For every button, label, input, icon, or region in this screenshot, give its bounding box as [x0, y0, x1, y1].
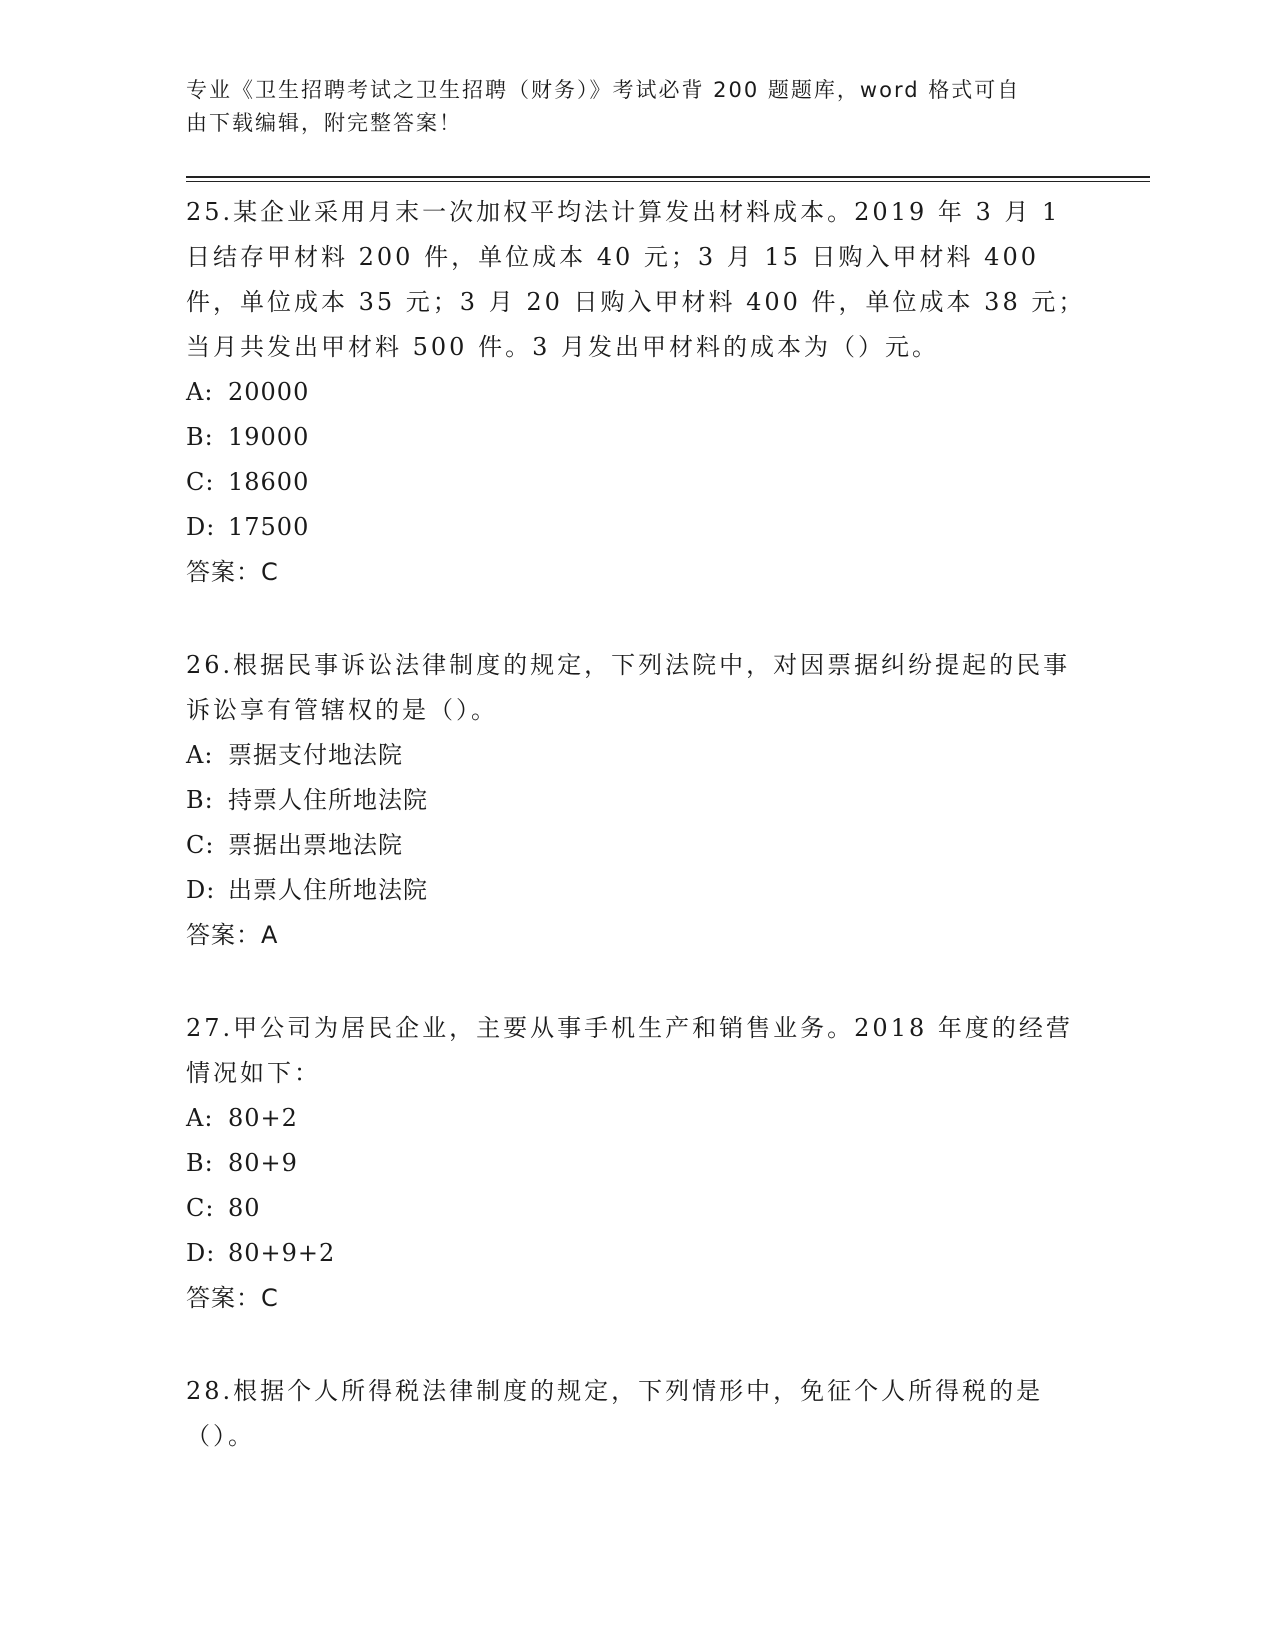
- question-list: [186, 190, 1086, 1507]
- document-header: [186, 74, 1086, 140]
- header-divider-thin: [186, 181, 1150, 182]
- option-key: A:: [186, 741, 214, 769]
- question-text: 25.某企业采用月末一次加权平均法计算发出材料成本。2019 年 3 月 1 日结存甲材料 200 件，单位成本 40 元；3 月 15 日购入甲材料 400 件，单位成本 35 元；3 月 20 日购入甲材料 400 件，单位成本 38 元；当月共发出甲材料 500 件。3 月发出甲材料的成本为（）元。: [186, 198, 1086, 361]
- question-text: 27.甲公司为居民企业，主要从事手机生产和销售业务。2018 年度的经营情况如下：: [186, 1014, 1073, 1087]
- question-26: [186, 643, 1086, 958]
- option-value: 20000: [228, 378, 310, 406]
- option-value: 票据支付地法院: [228, 741, 403, 769]
- option-d: [186, 1231, 1086, 1276]
- question-text: 28.根据个人所得税法律制度的规定，下列情形中，免征个人所得税的是（）。: [186, 1377, 1044, 1450]
- option-value: 18600: [228, 468, 310, 496]
- option-value: 票据出票地法院: [228, 831, 403, 859]
- header-line-1: 专业《卫生招聘考试之卫生招聘（财务）》考试必背 200 题题库，word 格式可自: [186, 78, 1021, 102]
- option-d: [186, 868, 1086, 913]
- option-b: [186, 415, 1086, 460]
- question-28: [186, 1369, 1086, 1459]
- option-list: [186, 370, 1086, 550]
- option-value: 80+9: [228, 1149, 298, 1177]
- question-25: [186, 190, 1086, 595]
- option-key: B:: [186, 423, 214, 451]
- answer-label: 答案：C: [186, 1284, 279, 1312]
- option-list: [186, 1096, 1086, 1276]
- answer-label: 答案：C: [186, 558, 279, 586]
- header-line-2: 由下载编辑，附完整答案！: [186, 111, 462, 135]
- answer-label: 答案：A: [186, 921, 279, 949]
- option-a: [186, 733, 1086, 778]
- header-divider-thick: [186, 176, 1150, 178]
- option-c: [186, 460, 1086, 505]
- option-key: C:: [186, 831, 215, 859]
- option-value: 80: [228, 1194, 261, 1222]
- option-a: [186, 1096, 1086, 1141]
- question-text: 26.根据民事诉讼法律制度的规定，下列法院中，对因票据纠纷提起的民事诉讼享有管辖权的是（）。: [186, 651, 1071, 724]
- option-value: 持票人住所地法院: [228, 786, 428, 814]
- option-key: D:: [186, 1239, 216, 1267]
- option-key: C:: [186, 1194, 215, 1222]
- option-key: C:: [186, 468, 215, 496]
- option-value: 出票人住所地法院: [228, 876, 428, 904]
- option-a: [186, 370, 1086, 415]
- option-d: [186, 505, 1086, 550]
- option-key: A:: [186, 1104, 214, 1132]
- option-key: D:: [186, 876, 216, 904]
- option-key: D:: [186, 513, 216, 541]
- option-value: 17500: [228, 513, 310, 541]
- option-key: B:: [186, 1149, 214, 1177]
- option-value: 80+9+2: [228, 1239, 336, 1267]
- question-27: [186, 1006, 1086, 1321]
- option-c: [186, 1186, 1086, 1231]
- option-key: B:: [186, 786, 214, 814]
- option-b: [186, 778, 1086, 823]
- option-list: [186, 733, 1086, 913]
- option-value: 19000: [228, 423, 310, 451]
- option-key: A:: [186, 378, 214, 406]
- option-c: [186, 823, 1086, 868]
- option-b: [186, 1141, 1086, 1186]
- option-value: 80+2: [228, 1104, 298, 1132]
